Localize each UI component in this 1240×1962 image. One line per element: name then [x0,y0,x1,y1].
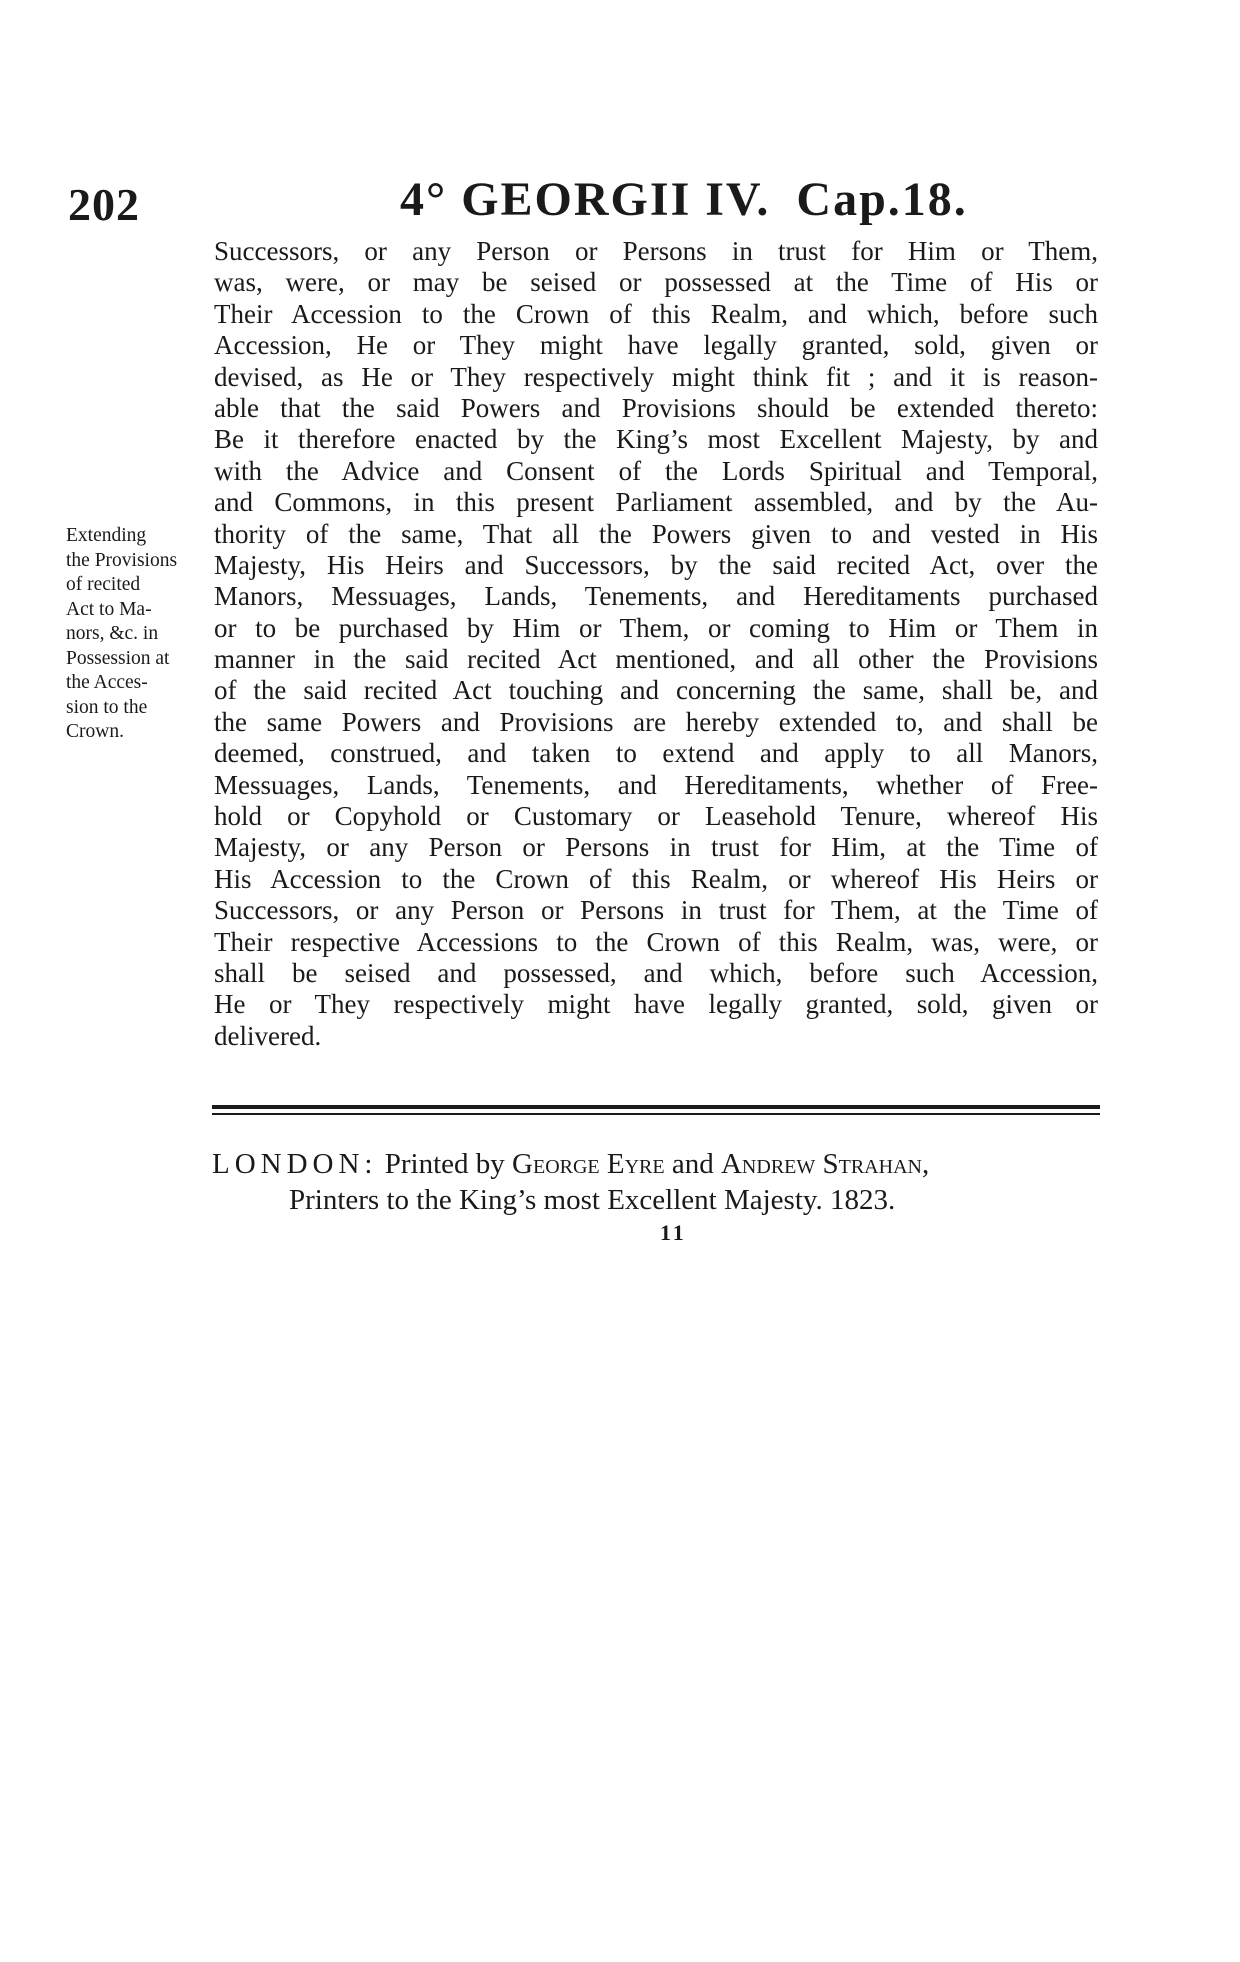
margin-note-line: Extending [66,525,147,546]
body-line: of the said recited Act touching and concerning the same, shall be, and [214,675,1098,706]
body-line: deemed, construed, and taken to extend and apply to all Manors, [214,738,1098,769]
margin-note-line: the Provisions [66,549,178,571]
running-head [400,172,1000,227]
body-line: shall be seised and possessed, and which, before such Accession, [214,957,1098,988]
body-line: Manors, Messuages, Lands, Tenements, and Hereditaments purchased [214,581,1098,612]
double-rule-thin [212,1113,1100,1115]
body-line: with the Advice and Consent of the Lords Spiritual and Temporal, [214,455,1098,486]
margin-note-line: the Acces- [66,672,148,693]
body-line: delivered. [214,1020,322,1051]
margin-note-line: nors, &c. in [66,623,159,644]
body-line: Their respective Accessions to the Crown of this Realm, was, were, or [214,926,1098,957]
statute-body [214,236,1098,1052]
body-line: able that the said Powers and Provisions should be extended thereto: [214,392,1098,423]
margin-note-line: Crown. [66,721,124,742]
regnal-year: 4° GEORGII IV. [400,173,771,226]
body-line: hold or Copyhold or Customary or Leasehold Tenure, whereof His [214,801,1098,832]
body-line: and Commons, in this present Parliament assembled, and by the Au- [214,487,1098,518]
body-line: or to be purchased by Him or Them, or coming to Him or Them in [214,612,1098,643]
body-line: Messuages, Lands, Tenements, and Hereditaments, whether of Free- [214,769,1098,800]
body-line: manner in the said recited Act mentioned, and all other the Provisions [214,644,1098,675]
margin-note-line: Possession at [66,647,170,669]
imprint-printed-by: Printed by [384,1148,505,1180]
body-line: Their Accession to the Crown of this Realm, and which, before such [214,298,1098,329]
imprint-city: LONDON: [212,1148,378,1180]
body-line: Accession, He or They might have legally granted, sold, given or [214,330,1098,361]
margin-note-line: sion to the [66,696,148,718]
imprint-printers-line: Printers to the King’s most Excellent Majesty. 1823. [289,1184,896,1216]
imprint [212,1146,1100,1218]
body-line: His Accession to the Crown of this Realm, or whereof His Heirs or [214,863,1098,894]
body-line: Majesty, His Heirs and Successors, by the said recited Act, over the [214,549,1098,580]
margin-note [66,524,216,745]
body-line: Be it therefore enacted by the King’s most Excellent Majesty, by and [214,424,1098,455]
page-number: 202 [68,179,140,230]
double-rule-thick [212,1105,1100,1109]
body-line: Successors, or any Person or Persons in trust for Him or Them, [214,236,1098,266]
margin-note-line: Act to Ma- [66,598,152,620]
body-line: He or They respectively might have legally granted, sold, given or [214,989,1098,1020]
chapter-number: Cap.18. [796,173,968,226]
margin-note-line: of recited [66,574,141,595]
imprint-printer-2: Andrew Strahan, [720,1148,930,1180]
imprint-conjunction: and [671,1148,714,1180]
body-line: Successors, or any Person or Persons in trust for Them, at the Time of [214,895,1098,926]
signature-mark: 11 [660,1220,687,1245]
body-line: Majesty, or any Person or Persons in trust for Him, at the Time of [214,832,1098,863]
imprint-printer-1: George Eyre [512,1148,665,1180]
body-line: thority of the same, That all the Powers given to and vested in His [214,518,1098,549]
body-line: the same Powers and Provisions are hereby extended to, and shall be [214,706,1098,737]
body-line: devised, as He or They respectively might think fit ; and it is reason- [214,361,1098,392]
body-line: was, were, or may be seised or possessed at the Time of His or [214,267,1098,298]
